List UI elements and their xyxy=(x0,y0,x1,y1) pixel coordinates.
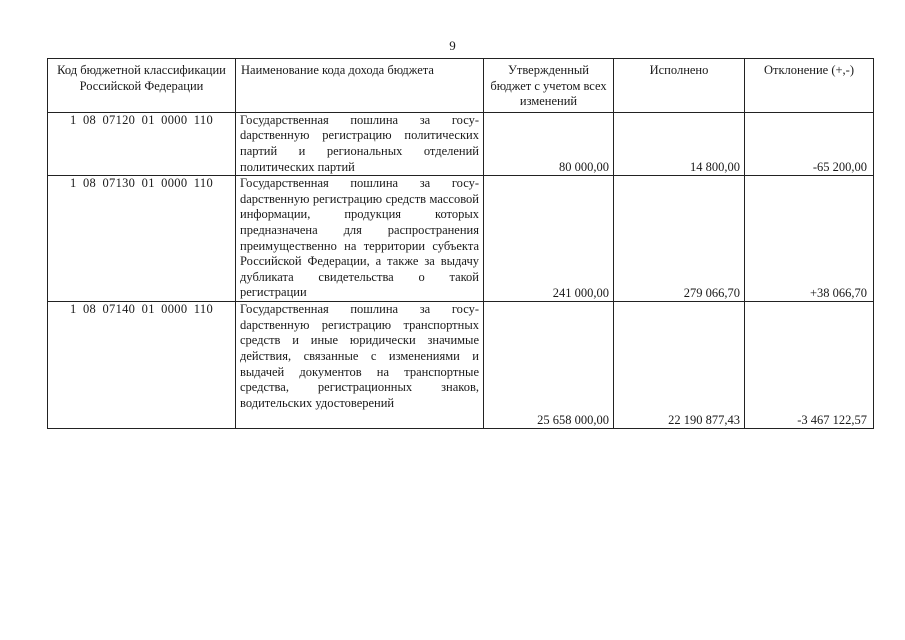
cell-approved: 241 000,00 xyxy=(484,176,614,302)
revenue-table xyxy=(47,58,874,429)
header-name: Наименование кода дохода бюджета xyxy=(236,59,484,113)
cell-code: 1 08 07120 01 0000 110 xyxy=(48,112,236,175)
table-row xyxy=(48,302,874,429)
header-deviation: Отклонение (+,-) xyxy=(745,59,874,113)
cell-executed: 14 800,00 xyxy=(614,112,745,175)
cell-executed: 22 190 877,43 xyxy=(614,302,745,429)
cell-name: Государственная пошлина за госуdарственную регистрацию политических партий и региональных отделений политических партий xyxy=(236,112,484,175)
table-row xyxy=(48,112,874,175)
cell-executed: 279 066,70 xyxy=(614,176,745,302)
cell-deviation: -65 200,00 xyxy=(745,112,874,175)
cell-code: 1 08 07130 01 0000 110 xyxy=(48,176,236,302)
page-number: 9 xyxy=(449,38,456,53)
cell-code: 1 08 07140 01 0000 110 xyxy=(48,302,236,429)
table-header-row xyxy=(48,59,874,113)
cell-approved: 80 000,00 xyxy=(484,112,614,175)
cell-name: Государственная пошлина за госуdарственную регистрацию транспортных средств и иные юридически значимые действия, связанные с изменениями и выдачей документов на транспортные средства, регистрационных знаков, водительских удостоверений xyxy=(236,302,484,429)
cell-name: Государственная пошлина за госуdарственную регистрацию средств массовой информации, продукция которых предназначена для распространения преимущественно на территории субъекта Российской Федерации, а также за выдачу дубликата свидетельства о такой регистрации xyxy=(236,176,484,302)
header-code: Код бюджетной классификации Российской Федерации xyxy=(48,59,236,113)
cell-deviation: +38 066,70 xyxy=(745,176,874,302)
cell-deviation: -3 467 122,57 xyxy=(745,302,874,429)
cell-approved: 25 658 000,00 xyxy=(484,302,614,429)
header-approved: Утвержденный бюджет с учетом всех изменений xyxy=(484,59,614,113)
header-executed: Исполнено xyxy=(614,59,745,113)
table-row xyxy=(48,176,874,302)
